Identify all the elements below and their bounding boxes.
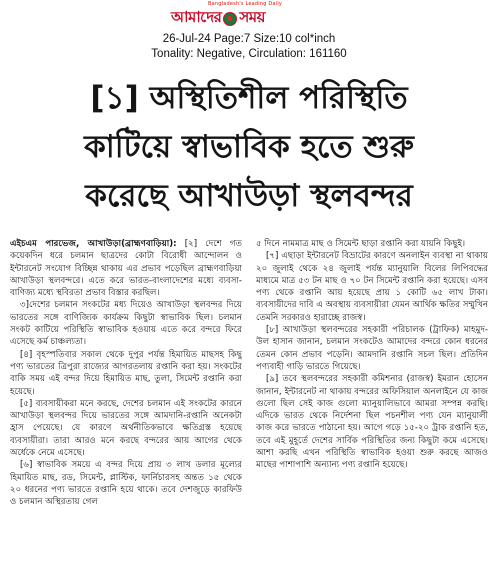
article-column-right [256,238,488,560]
paragraph-text: [২] দেশে গত কয়েকদিন ধরে চলমান ছাত্রদের কোটা বিরোধী আন্দোলন ও ইন্টারনেট সংযোগ বিচ্ছিন্ন থাকায় এর প্রভাব পড়েছিল ব্রাহ্মণবাড়িয়া আখাউড়া স্থলবন্দরে। এতে করে ভারত-বাংলাদেশের মধ্যে ব্যবসা-বাণিজ্য মধ্যে স্থবিরতা প্রভাব বিস্তার করছিল। [10,239,242,299]
article-paragraph: ৩]দেশের চলমান সংকটের মধ্য দিয়েও আখাউড়া স্থলবন্দর দিয়ে ভারতের সঙ্গে বাণিজ্যিক কার্যক্রম কিছুটা স্বাভাবিক ছিল। চলমান সংকট কাটিয়ে পরিস্থিতি স্বাভাবিক হওয়ায় এতে করে বন্দরে ফিরে এসেছে কর্ম চাঞ্চল্যতা। [10,300,242,348]
logo-seal-icon [223,12,237,26]
clip-date-page-size: 26-Jul-24 Page:7 Size:10 col*inch [162,33,336,45]
article-paragraph: [৯] তবে স্থলবন্দরের সহকারী কমিশনার (রাজস্ব) ইমরান হোসেন জানান, ইন্টারনেট না থাকায় বন্দরের অফিসিয়াল অনলাইনে যে কাজ গুলো ছিল সেই কাজ গুলো ম্যানুয়ালিভাবে আমরা সম্পন্ন করছি। এদিকে ভারত থেকে নির্দেশনা ছিল পচনশীল পণ্য যেন ম্যানুয়ালী কাজ করে ভারতে পাঠানো হয়। আগে গড়ে ১৫-২০ ট্রাক রপ্তানি হত, তবে এই মুহূর্তে দেশের সার্বিক পরিস্থিতির জন্য কিছুটা কমে এসেছে। আশা করছি এখন পরিস্থিতি স্বাভাবিক হওয়া শুরু করছে আজও মাছের পাশাপাশি অন্যান্য পণ্য রপ্তানি হয়েছে। [256,374,488,471]
article-headline [10,74,488,221]
article-paragraph: [৫] ব্যবসায়ীকরা মনে করছে, দেশের চলমান এই সংকটের কারনে আখাউড়া স্থলবন্দর দিয়ে ভারতের সঙ্গে আমদানি-রপ্তানি অনেকটা হ্রাস পেয়েছে। যে কারণে অর্থনীতিকভাবে ক্ষতিগ্রস্ত হয়েছে ব্যবসায়ীরা। তারা আরও মনে করছে বন্দরের আয় আগের থেকে অর্ধেকে নেমে এসেছে। [10,398,242,459]
clip-tonality-circulation: Tonality: Negative, Circulation: 161160 [151,48,347,60]
article-paragraph: [৮] আখাউড়া স্থলবন্দরের সহকারী পরিচালক (ট্রাফিক) মাহমুদ-উল হাসান জানান, চলমান সংকটেও আমাদের বন্দরে কোন ধরনের তেমন কোন প্রভাব পড়েনি। আমদানি রপ্তানি সচল ছিল। প্রতিদিন পণ্যবাহী গাড়ি ভারতে গিয়েছে। [256,325,488,372]
article-column-left [10,238,242,560]
headline-line-3: করেছে আখাউড়া স্থলবন্দর [85,178,413,214]
masthead-tagline: Bangladesh's Leading Daily [208,1,283,7]
newspaper-logo [171,6,265,31]
article-paragraph [10,238,242,299]
article-paragraph: [৭] এছাড়া ইন্টারনেট বিভ্রাটের কারণে অনলাইন ব্যবস্থা না থাকায় ২০ জুলাই থেকে ২৪ জুলাই পর্যন্ত ম্যানুয়ালি বিলের লিপিবদ্ধের মাধ্যমে মাত্র ৫৩ টন মাছ ও ৭০ টন সিমেন্ট রপ্তানি করা হয়েছে। এসব পণ্য থেকে রপ্তানি আয় হয়েছে প্রায় ১ কোটি ৬৫ লাখ টাকা। ব্যবসায়ীদের দাবি এ অবস্থায় ব্যবসায়ীরা যেমন আর্থিক ক্ষতির সম্মুখিন তেমনি সরকারও হারাচ্ছে রাজস্ব। [256,251,488,323]
article-paragraph: ৫ দিনে নামমাত্র মাছ ও সিমেন্ট ছাড়া রপ্তানি করা যায়নি কিছুই। [256,239,466,249]
article-body [10,238,488,560]
article-paragraph: [৬] স্বাভাবিক সময়ে এ বন্দর দিয়ে প্রায় ৩ লাখ ডলার মূল্যের হিমায়িত মাছ, রড, সিমেন্ট, প্লাস্টিক, ফার্নিচারসহ অন্তত ১৫ থেকে ২০ ধরনের পণ্য ভারতে রপ্তানি হয়ে থাকে। তবে দেশজুড়ে কারফিউ ও চলমান অস্থিরতায় গেল [10,460,242,508]
article-paragraph: [৪] বৃহস্পতিবার সকাল থেকে দুপুর পর্যন্ত হিমায়িত মাছসহ কিছু পণ্য ভারতের ত্রিপুরা রাজ্যের আগরতলায় রপ্তানি করা হয়। সংকটের বাকি সময় এই বন্দর দিয়ে হিমায়িত মাছ, তুলা, সিমেন্ট রপ্তানি করা হয়েছে। [10,349,242,397]
logo-text-left: আমাদের [171,8,222,26]
newspaper-masthead [0,0,498,30]
article-byline: এইচএম পারভেজ, আখাউড়া(ব্রাহ্মণবাড়িয়া): [10,239,177,249]
logo-text-right: সময় [239,8,265,26]
headline-line-2: কাটিয়ে স্বাভাবিক হতে শুরু [84,129,414,165]
headline-line-1: [১] অস্থিতিশীল পরিস্থিতি [90,80,408,116]
